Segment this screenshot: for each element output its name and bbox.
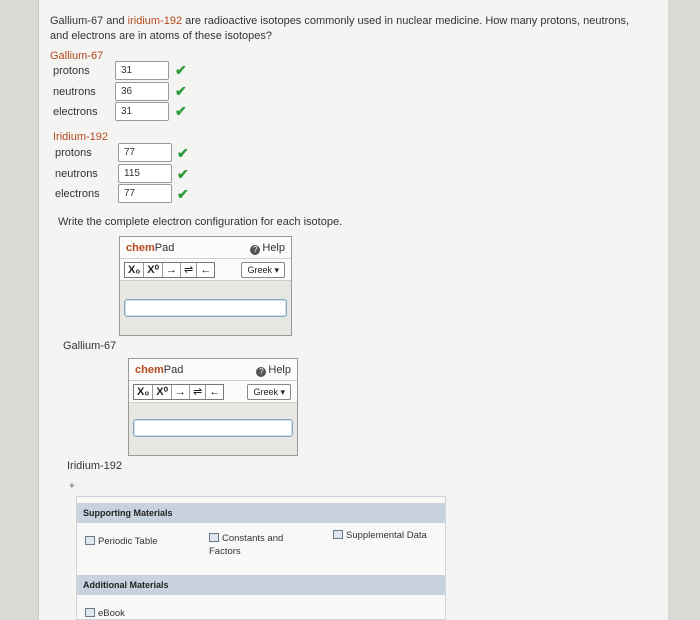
chempad-title-bold: chem: [135, 364, 164, 376]
equilibrium-arrow-button[interactable]: ⇌: [190, 385, 206, 399]
iridium-protons-check-icon: ✔: [177, 145, 189, 161]
tool-group: [124, 262, 215, 278]
config-prompt: Write the complete electron configuration for each isotope.: [58, 216, 343, 228]
gallium-neutrons-label: neutrons: [53, 86, 96, 98]
iridium-electrons-input[interactable]: 77: [118, 184, 172, 203]
supplemental-data-link[interactable]: [333, 529, 427, 542]
chempad-title-bold: chem: [126, 242, 155, 254]
arrow-left-button[interactable]: ←: [209, 386, 221, 398]
gallium-electrons-check-icon: ✔: [175, 103, 187, 119]
iridium-protons-input[interactable]: 77: [118, 143, 172, 162]
question-highlight[interactable]: iridium-192: [127, 15, 183, 27]
chempad-title-rest: Pad: [154, 242, 175, 254]
gallium-protons-label: protons: [53, 65, 90, 77]
chempad-gallium: [119, 236, 292, 336]
equilibrium-arrow-button[interactable]: ⇌: [181, 263, 197, 277]
gallium-protons-check-icon: ✔: [175, 62, 187, 78]
subscript-button[interactable]: X₀: [125, 263, 144, 277]
help-label: Help: [262, 242, 285, 254]
arrow-left-button[interactable]: ←: [200, 264, 212, 276]
book-icon: [85, 608, 95, 617]
question-text: [50, 14, 650, 44]
chempad-toolbar: [129, 381, 297, 403]
chempad-header: [129, 359, 297, 381]
subscript-button[interactable]: X₀: [134, 385, 153, 399]
table-icon: [209, 533, 219, 542]
table-icon: [333, 530, 343, 539]
arrow-right-button[interactable]: →: [163, 263, 181, 277]
chempad-title: [126, 242, 174, 254]
iridium-neutrons-check-icon: ✔: [177, 166, 189, 182]
supporting-materials-panel: [76, 496, 446, 620]
periodic-table-link[interactable]: [85, 535, 158, 548]
constants-link[interactable]: [209, 532, 309, 558]
greek-dropdown[interactable]: Greek ▾: [247, 384, 291, 400]
chempad-iridium: [128, 358, 298, 456]
iridium-electrons-check-icon: ✔: [177, 186, 189, 202]
help-button[interactable]: [256, 364, 291, 377]
help-label: Help: [268, 364, 291, 376]
gallium-neutrons-input[interactable]: 36: [115, 82, 169, 101]
iridium-electrons-label: electrons: [55, 188, 100, 200]
iridium-protons-label: protons: [55, 147, 92, 159]
chempad-header: [120, 237, 291, 259]
gallium-protons-input[interactable]: 31: [115, 61, 169, 80]
chempad-toolbar: [120, 259, 291, 281]
greek-dropdown[interactable]: Greek ▾: [241, 262, 285, 278]
table-icon: [85, 536, 95, 545]
gallium-electrons-label: electrons: [53, 106, 98, 118]
periodic-table-label: Periodic Table: [98, 536, 158, 547]
plus-icon[interactable]: +: [69, 481, 75, 492]
supplemental-data-label: Supplemental Data: [346, 530, 427, 541]
help-icon: ?: [256, 367, 266, 377]
iridium-config-label: Iridium-192: [67, 460, 123, 472]
supporting-materials-header: Supporting Materials: [77, 503, 445, 523]
gallium-neutrons-check-icon: ✔: [175, 83, 187, 99]
iridium-title: Iridium-192: [53, 131, 109, 143]
tool-group: [133, 384, 224, 400]
iridium-neutrons-input[interactable]: 115: [118, 164, 172, 183]
question-part1: Gallium-67 and: [50, 15, 128, 27]
help-button[interactable]: [250, 242, 285, 255]
chempad-title: [135, 364, 183, 376]
additional-materials-header: Additional Materials: [77, 575, 445, 595]
help-icon: ?: [250, 245, 260, 255]
constants-label: Constants and Factors: [209, 533, 284, 557]
gallium-electrons-input[interactable]: 31: [115, 102, 169, 121]
question-part2: are radioactive isotopes commonly used in nuclear medicine. How many protons, neutrons, and electrons are in atoms of these isotopes?: [50, 15, 630, 42]
superscript-button[interactable]: X⁰: [153, 385, 172, 399]
ebook-link[interactable]: [85, 607, 125, 620]
ebook-label: eBook: [98, 608, 125, 619]
superscript-button[interactable]: X⁰: [144, 263, 163, 277]
gallium-config-input[interactable]: [124, 299, 287, 317]
iridium-neutrons-label: neutrons: [55, 168, 98, 180]
gallium-config-label: Gallium-67: [63, 340, 117, 352]
chempad-title-rest: Pad: [163, 364, 184, 376]
gallium-title: Gallium-67: [50, 50, 104, 62]
arrow-right-button[interactable]: →: [172, 385, 190, 399]
iridium-config-input[interactable]: [133, 419, 293, 437]
